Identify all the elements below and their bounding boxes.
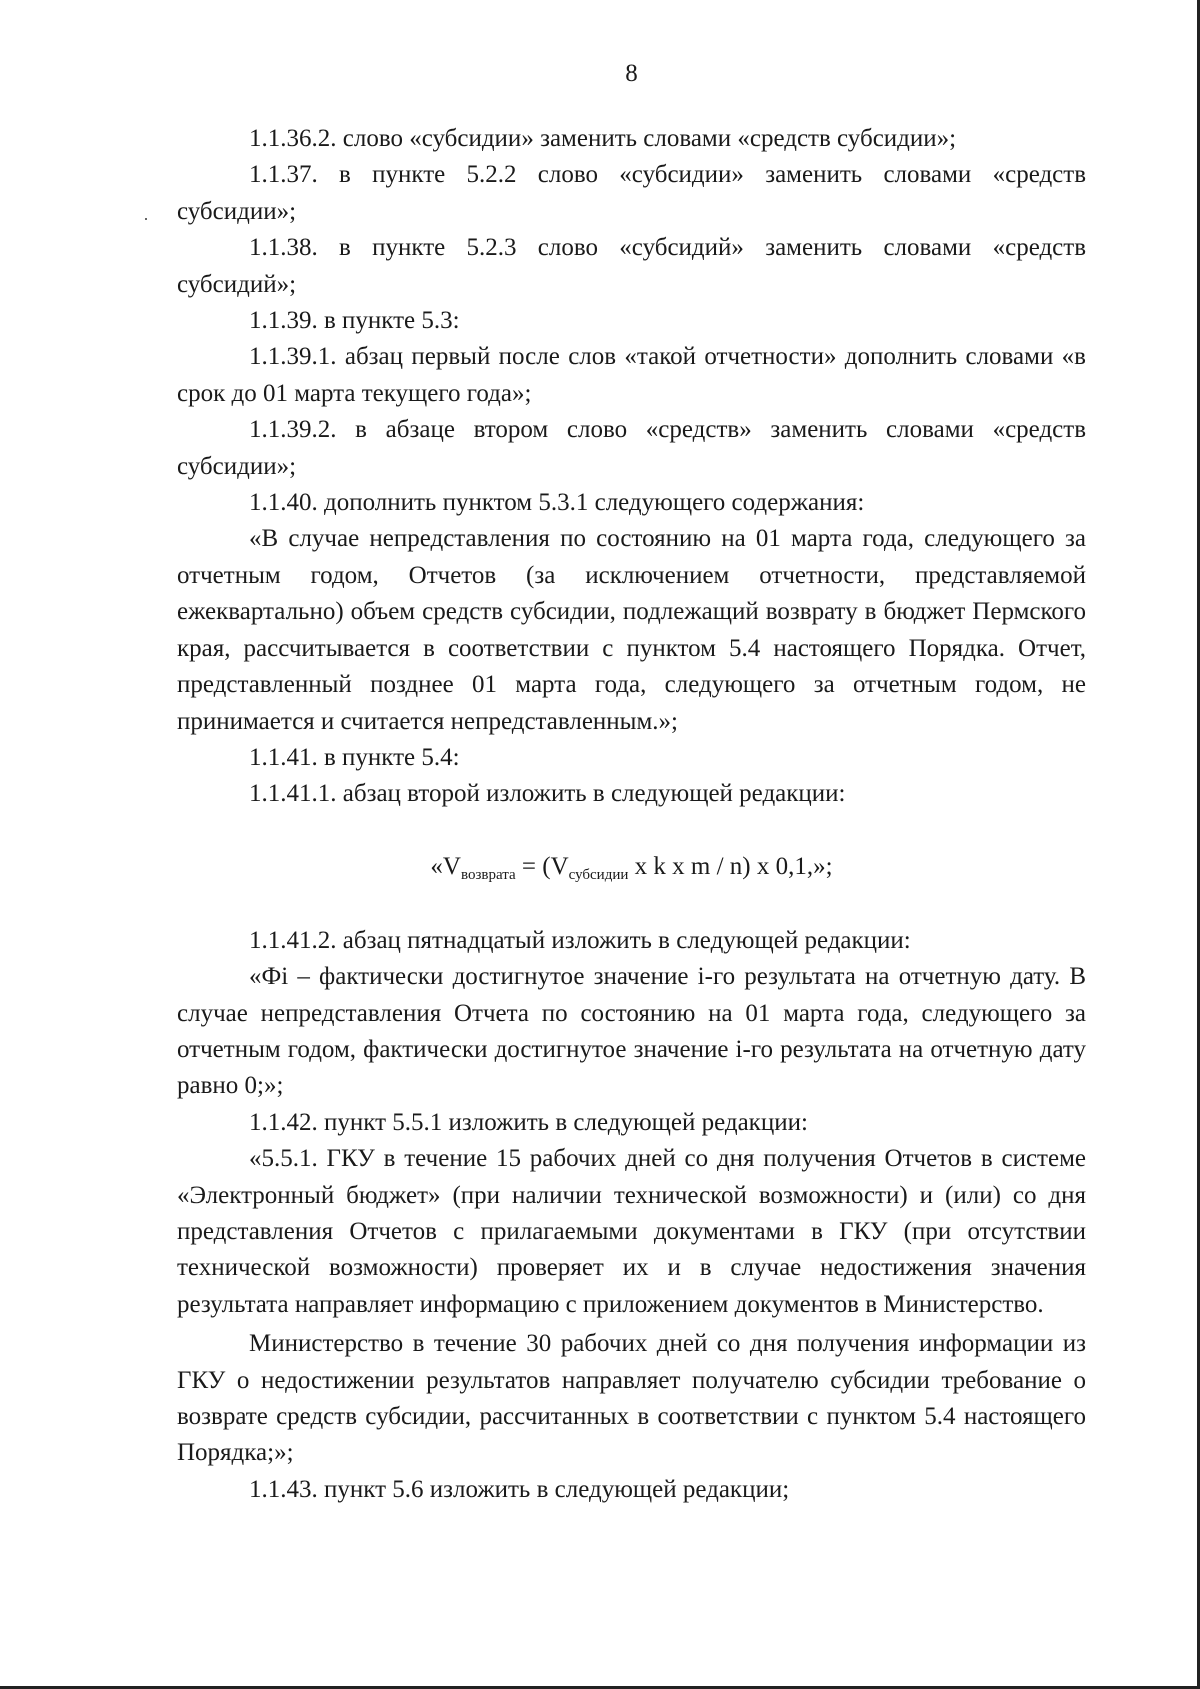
return-volume-formula (177, 849, 1086, 885)
paragraph-1-1-43: 1.1.43. пункт 5.6 изложить в следующей редакции; (249, 1475, 790, 1503)
formula-middle: = (V (515, 852, 569, 880)
paragraph-1-1-39-2: 1.1.39.2. в абзаце втором слово «средств» заменить словами «средств субсидии»; (177, 416, 1086, 480)
formula-subscript-subsidy: субсидии (568, 866, 629, 883)
scan-speck (145, 218, 147, 220)
paragraph-ministry: Министерство в течение 30 рабочих дней со дня получения информации из ГКУ о недостижении результатов направляет получателю субсидии требование о возврате средств субсидии, рассчитанных в соответствии с пунктом 5.4 настоящего Порядка;»; (177, 1330, 1086, 1467)
formula-tail: x k x m / n) x 0,1,»; (628, 852, 833, 880)
paragraph-1-1-39-1: 1.1.39.1. абзац первый после слов «такой отчетности» дополнить словами «в срок до 01 марта текущего года»; (177, 343, 1086, 407)
paragraph-1-1-36-2: 1.1.36.2. слово «субсидии» заменить словами «средств субсидии»; (249, 125, 957, 152)
page-number: 8 (625, 60, 638, 87)
paragraph-1-1-40: 1.1.40. дополнить пунктом 5.3.1 следующего содержания: (249, 489, 865, 517)
paragraph-1-1-41: 1.1.41. в пункте 5.4: (249, 743, 460, 771)
paragraph-1-1-42: 1.1.42. пункт 5.5.1 изложить в следующей редакции: (249, 1108, 808, 1136)
document-body (177, 121, 1086, 1508)
formula-open: «V (430, 852, 461, 880)
paragraph-1-1-41-1: 1.1.41.1. абзац второй изложить в следующей редакции: (249, 780, 846, 808)
paragraph-1-1-38: 1.1.38. в пункте 5.2.3 слово «субсидий» заменить словами «средств субсидий»; (177, 234, 1086, 298)
paragraph-quote-fi: «Фi – фактически достигнутое значение i-го результата на отчетную дату. В случае непредставления Отчета по состоянию на 01 марта года, следующего за отчетным годом, фактически достигнутое значение i-го результата на отчетную дату равно 0;»; (177, 963, 1086, 1100)
paragraph-quote-5-3-1: «В случае непредставления по состоянию на 01 марта года, следующего за отчетным годом, Отчетов (за исключением отчетности, представляемой ежеквартально) объем средств субсидии, подлежащий возврату в бюджет Пермского края, рассчитывается в соответствии с пунктом 5.4 настоящего Порядка. Отчет, представленный позднее 01 марта года, следующего за отчетным годом, не принимается и считается непредставленным.»; (177, 525, 1086, 735)
formula-subscript-return: возврата (460, 866, 516, 883)
paragraph-quote-5-5-1: «5.5.1. ГКУ в течение 15 рабочих дней со дня получения Отчетов в системе «Электронный бюджет» (при наличии технической возможности) и (или) со дня представления Отчетов с прилагаемыми документами в ГКУ (при отсутствии технической возможности) проверяет их и в случае недостижения значения результата направляет информацию с приложением документов в Министерство. (177, 1145, 1086, 1318)
paragraph-1-1-37: 1.1.37. в пункте 5.2.2 слово «субсидии» заменить словами «средств субсидии»; (177, 161, 1086, 225)
paragraph-1-1-39: 1.1.39. в пункте 5.3: (249, 307, 460, 335)
paragraph-1-1-41-2: 1.1.41.2. абзац пятнадцатый изложить в следующей редакции: (249, 926, 911, 954)
